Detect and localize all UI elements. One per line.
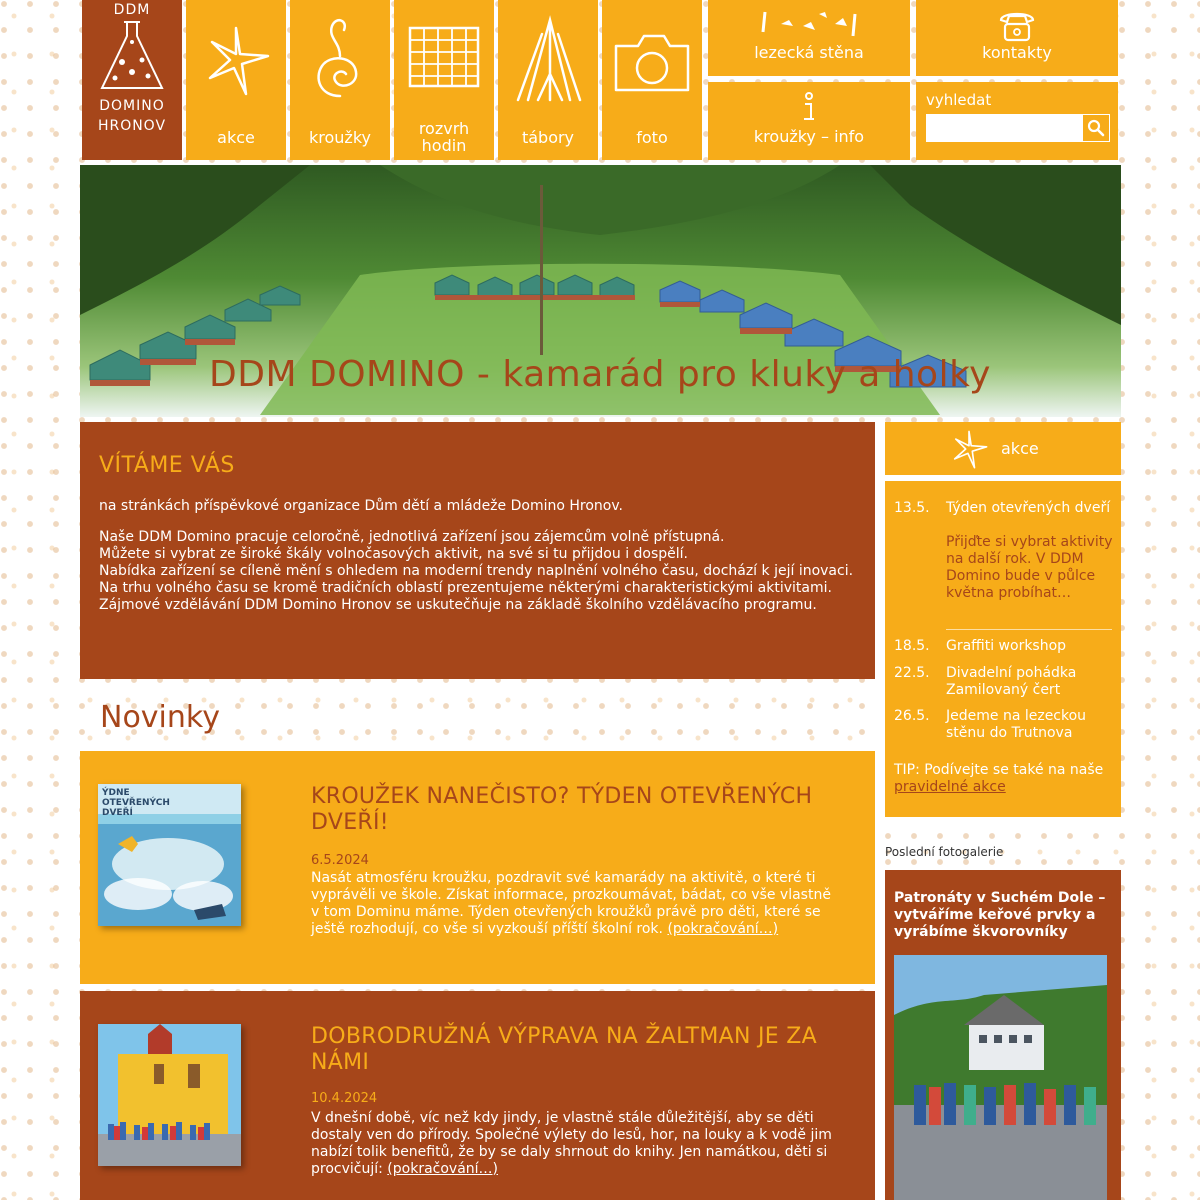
- nav-kontakty-label: kontakty: [982, 43, 1052, 62]
- news-date: 6.5.2024: [311, 853, 369, 868]
- welcome-title: VÍTÁME VÁS: [99, 453, 235, 478]
- climbing-holds-icon: [759, 8, 859, 42]
- nav-kontakty[interactable]: [916, 0, 1118, 76]
- news-title[interactable]: KROUŽEK NANEČISTO? TÝDEN OTEVŘENÝCH DVEŘÍ!: [311, 784, 813, 835]
- welcome-paragraph: Nabídka zařízení se cíleně mění s ohledem na moderní trendy naplnění volného času, dochází k její inovaci. Na trhu volného času se kromě tradičních oblastí prezentujeme některými charakteristickými aktivitami.: [99, 563, 854, 596]
- welcome-paragraph: Můžete si vybrat ze široké škály volnočasových aktivit, na své si tu přijdou i dospělí.: [99, 546, 689, 562]
- event-item: [894, 638, 1116, 658]
- nav-foto[interactable]: [602, 0, 702, 160]
- event-date: 26.5.: [894, 708, 930, 724]
- news-heading: Novinky: [100, 700, 220, 735]
- camera-icon: [610, 28, 694, 98]
- event-date: 13.5.: [894, 500, 930, 516]
- gallery-photo[interactable]: [894, 955, 1107, 1200]
- gallery-title[interactable]: Patronáty v Suchém Dole – vytváříme keřové prvky a vyrábíme škvorovníky: [894, 890, 1106, 940]
- event-title[interactable]: Jedeme na lezeckou stěnu do Trutnova: [946, 708, 1087, 741]
- search-label: vyhledat: [926, 91, 992, 109]
- nav-akce-label: akce: [217, 128, 255, 147]
- event-item: [894, 500, 1116, 620]
- nav-lezecka-stena[interactable]: [708, 0, 910, 76]
- church-group-photo: [98, 1024, 241, 1166]
- nav-krouzky[interactable]: [290, 0, 390, 160]
- nav-rozvrh-label: [418, 119, 470, 155]
- read-more-link[interactable]: (pokračování…): [667, 921, 779, 937]
- welcome-paragraph: Naše DDM Domino pracuje celoročně, jednotlivá zařízení jsou zájemcům volně přístupná.: [99, 529, 725, 545]
- logo-line-hronov: HRONOV: [97, 118, 167, 134]
- tip-text: [894, 762, 1116, 796]
- welcome-body: [99, 529, 859, 614]
- nav-krouzky-info[interactable]: [708, 82, 910, 160]
- search-input[interactable]: [926, 114, 1082, 142]
- star-icon: [947, 427, 991, 471]
- calendar-icon: [404, 16, 484, 96]
- thumbnail-caption: ÝDNE OTEVŘENÝCH DVEŘÍ: [102, 788, 170, 818]
- news-date: 10.4.2024: [311, 1091, 378, 1106]
- news-excerpt: [311, 870, 841, 938]
- nav-rozvrh-line2: hodin: [421, 136, 467, 155]
- news-excerpt: [311, 1110, 841, 1178]
- info-icon: [799, 92, 819, 122]
- event-title[interactable]: Týden otevřených dveří: [946, 500, 1111, 516]
- read-more-link[interactable]: (pokračování…): [387, 1161, 499, 1177]
- search-icon: [1083, 115, 1109, 141]
- nav-akce[interactable]: [186, 0, 286, 160]
- event-title[interactable]: Graffiti workshop: [946, 638, 1067, 654]
- nav-foto-label: foto: [636, 128, 668, 147]
- logo-line-domino: DOMINO: [99, 98, 165, 114]
- event-divider: [946, 629, 1112, 630]
- gallery-label: Poslední fotogalerie: [885, 845, 1004, 859]
- nav-krouzky-info-label: kroužky – info: [753, 127, 865, 146]
- spiral-icon: [300, 12, 380, 102]
- events-list: [885, 481, 1121, 817]
- nav-tabory-label: tábory: [521, 128, 575, 147]
- welcome-intro: na stránkách příspěvkové organizace Dům dětí a mládeže Domino Hronov.: [99, 498, 623, 514]
- news-title[interactable]: DOBRODRUŽNÁ VÝPRAVA NA ŽALTMAN JE ZA NÁMI: [311, 1024, 818, 1075]
- search-box: [916, 82, 1118, 160]
- nav-rozvrh-line1: rozvrh: [418, 119, 470, 138]
- event-date: 22.5.: [894, 665, 930, 681]
- welcome-section: [80, 422, 875, 679]
- event-item: [894, 665, 1116, 701]
- star-icon: [196, 20, 276, 100]
- regular-events-link[interactable]: pravidelné akce: [894, 779, 1006, 795]
- welcome-paragraph: Zájmové vzdělávání DDM Domino Hronov se uskutečňuje na základě školního vzdělávacího programu.: [99, 597, 817, 613]
- sidebar-akce-header[interactable]: [885, 422, 1121, 475]
- tent-icon: [508, 14, 588, 104]
- event-title[interactable]: Divadelní pohádka Zamilovaný čert: [946, 665, 1077, 698]
- hero-title: DDM DOMINO - kamarád pro kluky a holky: [209, 354, 991, 395]
- nav-krouzky-label: kroužky: [309, 128, 371, 147]
- nav-lezecka-stena-label: lezecká stěna: [754, 43, 864, 62]
- news-thumbnail[interactable]: [98, 784, 241, 926]
- news-item: [80, 991, 875, 1200]
- event-summary: Přijďte si vybrat aktivity na další rok. V DDM Domino bude v půlce května probíhat…: [946, 534, 1113, 601]
- search-button[interactable]: [1082, 114, 1110, 142]
- tip-label: TIP: Podívejte se také na naše: [894, 762, 1104, 778]
- latest-gallery: [885, 870, 1121, 1200]
- event-item: [894, 708, 1116, 744]
- event-date: 18.5.: [894, 638, 930, 654]
- nav-tabory[interactable]: [498, 0, 598, 160]
- telephone-icon: [997, 8, 1037, 42]
- nav-rozvrh[interactable]: [394, 0, 494, 160]
- news-excerpt-text: Nasát atmosféru kroužku, pozdravit své kamarády na aktivitě, o které ti vyprávěli ve škole. Získat informace, prozkoumávat, bádat, co vše vlastně v tom Dominu máme. Týden otevřených kroužků právě pro děti, které se ještě rozhodují, co vše si vyzkouší příští školní rok.: [311, 870, 831, 937]
- sidebar-akce-label: akce: [1001, 439, 1039, 458]
- logo-line-ddm: DDM: [113, 2, 151, 18]
- news-excerpt-text: V dnešní době, víc než kdy jindy, je vlastně stále důležitější, aby se děti dostaly ven do přírody. Společné výlety do lesů, hor, na louky a k vodě jim nabízí tolik benefitů, že by se daly shrnout do knihy. Jen namátkou, děti si procvičují:: [311, 1110, 832, 1177]
- logo-wordmark: [82, 96, 182, 136]
- logo[interactable]: [82, 0, 182, 160]
- news-item: [80, 751, 875, 984]
- flask-icon: [82, 0, 182, 100]
- news-thumbnail[interactable]: [98, 1024, 241, 1166]
- gallery-group-photo: [894, 955, 1107, 1200]
